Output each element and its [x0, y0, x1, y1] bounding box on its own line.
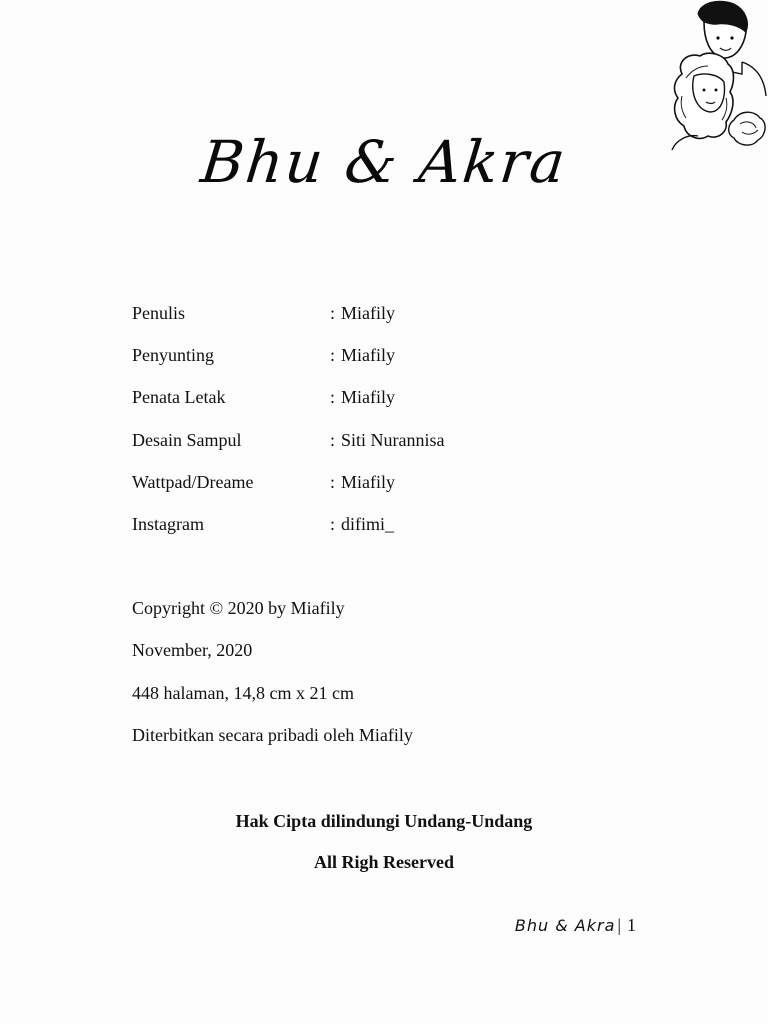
credit-separator: :: [330, 387, 336, 408]
credit-row-desain-sampul: [132, 427, 652, 469]
credit-label: Desain Sampul: [132, 429, 242, 450]
footer-separator: |: [617, 915, 621, 935]
credit-value: Siti Nurannisa: [341, 429, 445, 450]
rights-statement: [0, 808, 768, 890]
page-footer: [515, 912, 636, 939]
credit-separator: :: [330, 303, 336, 323]
credit-label: Penulis: [132, 303, 186, 323]
credit-value: Miafily: [341, 471, 395, 492]
credit-label: Wattpad/Dreame: [132, 471, 254, 492]
credit-value: Miafily: [341, 303, 395, 323]
credit-separator: :: [330, 345, 336, 366]
copyright-line: Copyright © 2020 by Miafily: [132, 598, 345, 618]
rights-line-1: Hak Cipta dilindungi Undang-Undang: [235, 811, 533, 831]
rights-line-2: All Righ Reserved: [314, 852, 454, 872]
credit-row-penata-letak: [132, 384, 652, 426]
publisher-line: Diterbitkan secara pribadi oleh Miafily: [132, 724, 413, 745]
credit-value: difimi_: [341, 513, 394, 534]
page-number: 1: [627, 915, 636, 935]
running-title: Bhu & Akra: [514, 916, 616, 935]
book-title: Bhu & Akra: [197, 128, 571, 196]
credit-row-instagram: [132, 511, 652, 553]
credit-label: Penyunting: [132, 345, 215, 366]
credit-row-wattpad-dreame: [132, 469, 652, 511]
page-count-size: 448 halaman, 14,8 cm x 21 cm: [132, 682, 354, 703]
credit-label: Penata Letak: [132, 387, 226, 408]
credits-list: [132, 300, 652, 553]
credit-value: Miafily: [341, 345, 395, 366]
publication-info: [132, 595, 692, 764]
credit-separator: :: [330, 513, 336, 534]
credit-row-penulis: [132, 300, 652, 342]
credit-separator: :: [330, 471, 336, 492]
credit-row-penyunting: [132, 342, 652, 384]
credit-label: Instagram: [132, 513, 204, 534]
credit-separator: :: [330, 429, 336, 450]
publication-date: November, 2020: [132, 640, 253, 661]
credit-value: Miafily: [341, 387, 395, 408]
